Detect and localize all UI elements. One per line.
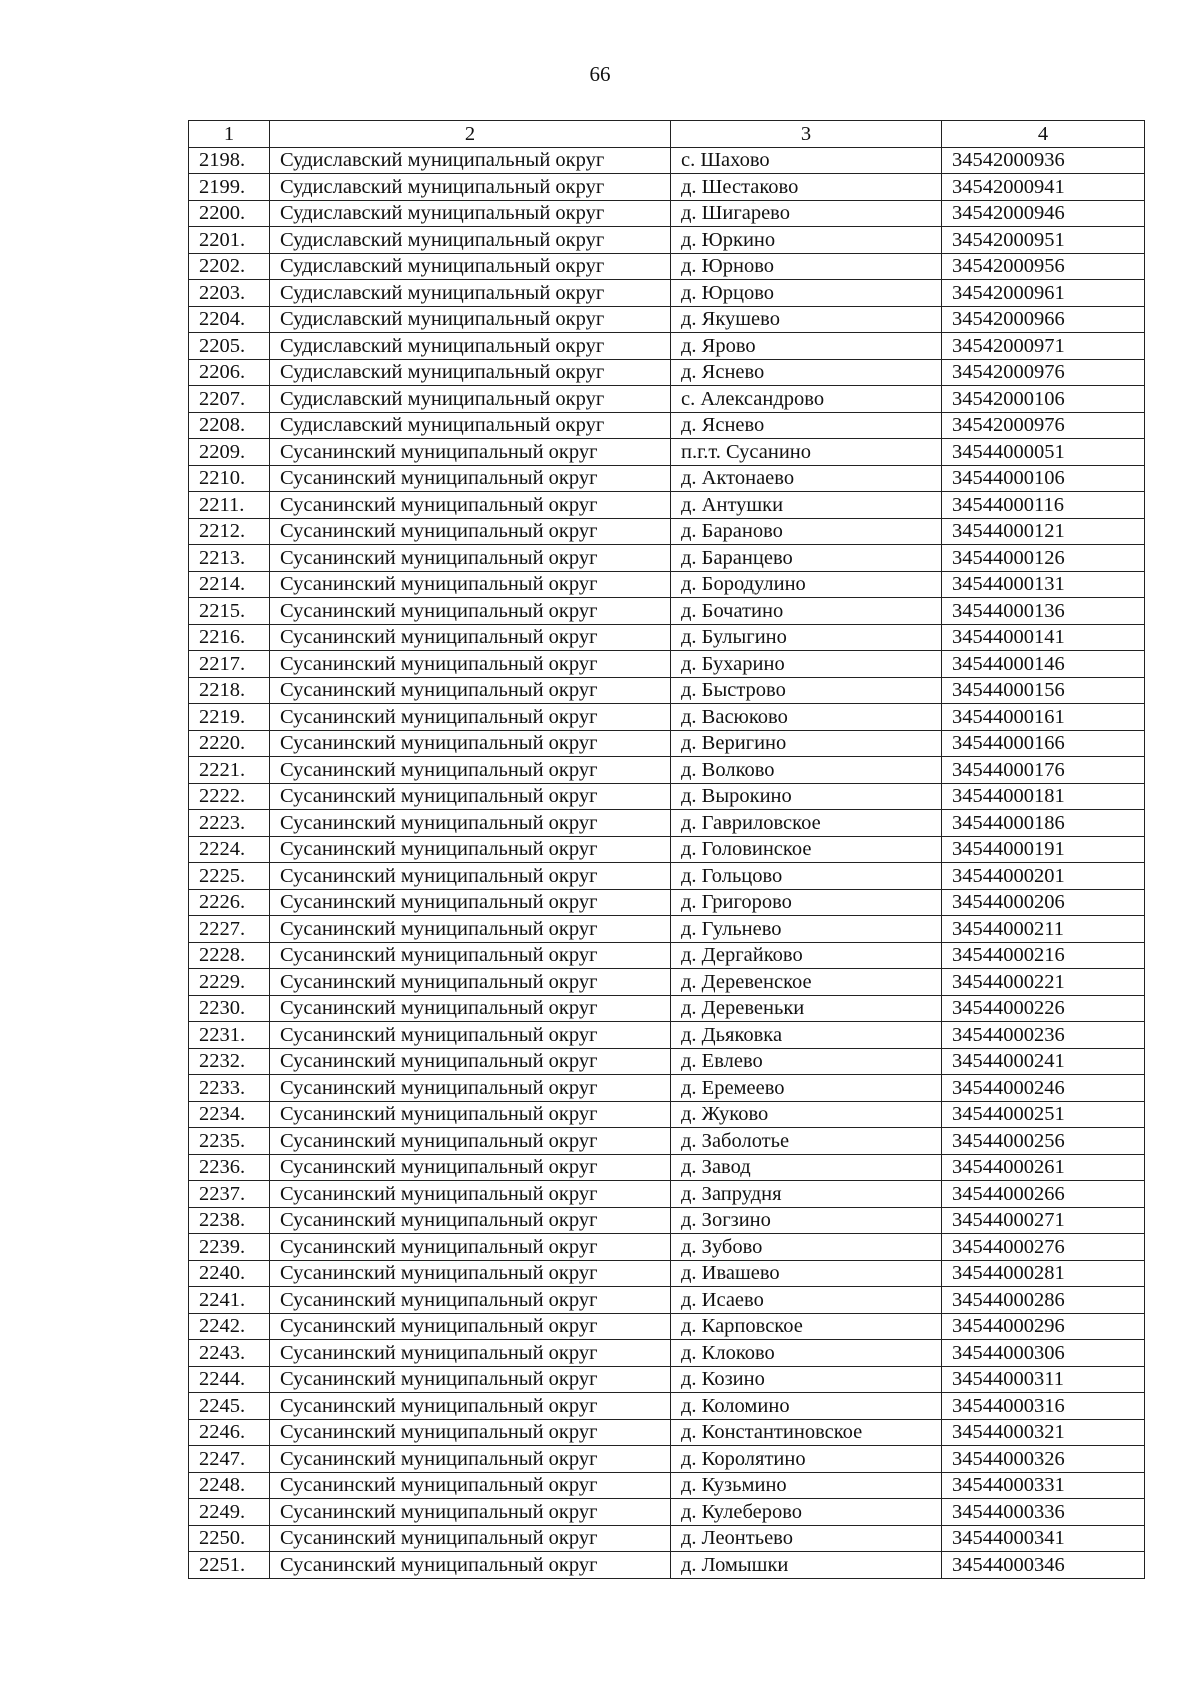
code-cell: 34544000191 <box>942 836 1145 863</box>
row-number-cell: 2236. <box>189 1154 270 1181</box>
settlement-cell: д. Васюково <box>671 704 942 731</box>
settlement-cell: д. Гольцово <box>671 863 942 890</box>
table-row <box>189 306 1145 333</box>
settlement-cell: д. Булыгино <box>671 624 942 651</box>
code-cell: 34544000276 <box>942 1234 1145 1261</box>
settlement-cell: д. Завод <box>671 1154 942 1181</box>
table-row <box>189 810 1145 837</box>
district-cell: Сусанинский муниципальный округ <box>270 1181 671 1208</box>
code-cell: 34544000331 <box>942 1472 1145 1499</box>
settlement-cell: д. Шигарево <box>671 200 942 227</box>
table-row <box>189 1181 1145 1208</box>
district-cell: Сусанинский муниципальный округ <box>270 704 671 731</box>
settlement-cell: с. Шахово <box>671 147 942 174</box>
settlement-cell: д. Бухарино <box>671 651 942 678</box>
table-row <box>189 465 1145 492</box>
district-cell: Сусанинский муниципальный округ <box>270 863 671 890</box>
settlement-cell: д. Кузьмино <box>671 1472 942 1499</box>
code-cell: 34544000246 <box>942 1075 1145 1102</box>
district-cell: Сусанинский муниципальный округ <box>270 969 671 996</box>
row-number-cell: 2228. <box>189 942 270 969</box>
settlement-cell: д. Юрцово <box>671 280 942 307</box>
row-number-cell: 2243. <box>189 1340 270 1367</box>
settlement-cell: д. Дергайково <box>671 942 942 969</box>
header-row <box>189 121 1145 148</box>
row-number-cell: 2249. <box>189 1499 270 1526</box>
row-number-cell: 2240. <box>189 1260 270 1287</box>
table-row <box>189 1340 1145 1367</box>
table-row <box>189 1128 1145 1155</box>
table-row <box>189 1366 1145 1393</box>
settlement-cell: д. Зубово <box>671 1234 942 1261</box>
district-cell: Судиславский муниципальный округ <box>270 200 671 227</box>
row-number-cell: 2204. <box>189 306 270 333</box>
table-row <box>189 1446 1145 1473</box>
table-row <box>189 227 1145 254</box>
settlement-cell: д. Дьяковка <box>671 1022 942 1049</box>
settlement-cell: д. Бочатино <box>671 598 942 625</box>
row-number-cell: 2214. <box>189 571 270 598</box>
code-cell: 34544000316 <box>942 1393 1145 1420</box>
table-row <box>189 969 1145 996</box>
district-cell: Сусанинский муниципальный округ <box>270 783 671 810</box>
row-number-cell: 2198. <box>189 147 270 174</box>
settlement-cell: д. Якушево <box>671 306 942 333</box>
settlement-cell: с. Александрово <box>671 386 942 413</box>
code-cell: 34544000241 <box>942 1048 1145 1075</box>
district-cell: Судиславский муниципальный округ <box>270 147 671 174</box>
row-number-cell: 2201. <box>189 227 270 254</box>
code-cell: 34544000281 <box>942 1260 1145 1287</box>
code-cell: 34544000321 <box>942 1419 1145 1446</box>
row-number-cell: 2213. <box>189 545 270 572</box>
row-number-cell: 2215. <box>189 598 270 625</box>
settlement-cell: д. Деревенское <box>671 969 942 996</box>
settlement-cell: д. Головинское <box>671 836 942 863</box>
district-cell: Сусанинский муниципальный округ <box>270 1340 671 1367</box>
code-cell: 34544000146 <box>942 651 1145 678</box>
code-cell: 34544000116 <box>942 492 1145 519</box>
row-number-cell: 2202. <box>189 253 270 280</box>
settlement-cell: д. Ярово <box>671 333 942 360</box>
table-row <box>189 889 1145 916</box>
code-cell: 34542000946 <box>942 200 1145 227</box>
code-cell: 34544000156 <box>942 677 1145 704</box>
settlement-cell: д. Запрудня <box>671 1181 942 1208</box>
settlement-cell: д. Баранцево <box>671 545 942 572</box>
district-cell: Сусанинский муниципальный округ <box>270 571 671 598</box>
settlement-cell: д. Жуково <box>671 1101 942 1128</box>
code-cell: 34544000271 <box>942 1207 1145 1234</box>
row-number-cell: 2251. <box>189 1552 270 1579</box>
row-number-cell: 2208. <box>189 412 270 439</box>
code-cell: 34544000286 <box>942 1287 1145 1314</box>
row-number-cell: 2250. <box>189 1525 270 1552</box>
table-row <box>189 704 1145 731</box>
row-number-cell: 2227. <box>189 916 270 943</box>
district-cell: Сусанинский муниципальный округ <box>270 1075 671 1102</box>
row-number-cell: 2241. <box>189 1287 270 1314</box>
table-row <box>189 1525 1145 1552</box>
table-row <box>189 412 1145 439</box>
settlement-cell: д. Клоково <box>671 1340 942 1367</box>
district-cell: Сусанинский муниципальный округ <box>270 730 671 757</box>
table-row <box>189 1234 1145 1261</box>
code-cell: 34544000161 <box>942 704 1145 731</box>
code-cell: 34542000966 <box>942 306 1145 333</box>
table-row <box>189 1207 1145 1234</box>
district-cell: Судиславский муниципальный округ <box>270 253 671 280</box>
settlement-cell: д. Антушки <box>671 492 942 519</box>
table-row <box>189 200 1145 227</box>
row-number-cell: 2207. <box>189 386 270 413</box>
page-number: 66 <box>589 62 611 86</box>
row-number-cell: 2209. <box>189 439 270 466</box>
district-cell: Сусанинский муниципальный округ <box>270 1260 671 1287</box>
code-cell: 34544000311 <box>942 1366 1145 1393</box>
settlement-cell: д. Евлево <box>671 1048 942 1075</box>
table-row <box>189 651 1145 678</box>
row-number-cell: 2206. <box>189 359 270 386</box>
district-cell: Сусанинский муниципальный округ <box>270 439 671 466</box>
table-row <box>189 916 1145 943</box>
row-number-cell: 2216. <box>189 624 270 651</box>
district-cell: Сусанинский муниципальный округ <box>270 1101 671 1128</box>
district-cell: Сусанинский муниципальный округ <box>270 1419 671 1446</box>
row-number-cell: 2235. <box>189 1128 270 1155</box>
district-cell: Сусанинский муниципальный округ <box>270 598 671 625</box>
settlement-cell: д. Королятино <box>671 1446 942 1473</box>
settlement-cell: д. Веригино <box>671 730 942 757</box>
district-cell: Сусанинский муниципальный округ <box>270 545 671 572</box>
code-cell: 34544000141 <box>942 624 1145 651</box>
row-number-cell: 2210. <box>189 465 270 492</box>
district-cell: Сусанинский муниципальный округ <box>270 1446 671 1473</box>
table-row <box>189 1499 1145 1526</box>
district-cell: Сусанинский муниципальный округ <box>270 1499 671 1526</box>
district-cell: Сусанинский муниципальный округ <box>270 1525 671 1552</box>
district-cell: Сусанинский муниципальный округ <box>270 1472 671 1499</box>
code-cell: 34544000211 <box>942 916 1145 943</box>
row-number-cell: 2229. <box>189 969 270 996</box>
settlement-cell: д. Коломино <box>671 1393 942 1420</box>
code-cell: 34544000166 <box>942 730 1145 757</box>
settlement-cell: д. Исаево <box>671 1287 942 1314</box>
settlement-cell: д. Юрново <box>671 253 942 280</box>
settlement-cell: д. Заболотье <box>671 1128 942 1155</box>
settlement-cell: д. Быстрово <box>671 677 942 704</box>
district-cell: Сусанинский муниципальный округ <box>270 916 671 943</box>
table-row <box>189 386 1145 413</box>
table-row <box>189 1419 1145 1446</box>
code-cell: 34542000956 <box>942 253 1145 280</box>
settlements-table <box>188 120 1145 1579</box>
table-row <box>189 147 1145 174</box>
row-number-cell: 2212. <box>189 518 270 545</box>
district-cell: Сусанинский муниципальный округ <box>270 942 671 969</box>
code-cell: 34542000976 <box>942 359 1145 386</box>
code-cell: 34544000266 <box>942 1181 1145 1208</box>
code-cell: 34544000131 <box>942 571 1145 598</box>
row-number-cell: 2211. <box>189 492 270 519</box>
table-row <box>189 1154 1145 1181</box>
code-cell: 34544000136 <box>942 598 1145 625</box>
table-row <box>189 571 1145 598</box>
district-cell: Сусанинский муниципальный округ <box>270 836 671 863</box>
district-cell: Сусанинский муниципальный округ <box>270 1287 671 1314</box>
table-row <box>189 783 1145 810</box>
row-number-cell: 2221. <box>189 757 270 784</box>
table-row <box>189 836 1145 863</box>
table-row <box>189 995 1145 1022</box>
table-row <box>189 757 1145 784</box>
code-cell: 34542000961 <box>942 280 1145 307</box>
row-number-cell: 2226. <box>189 889 270 916</box>
settlement-cell: д. Яснево <box>671 412 942 439</box>
settlement-cell: д. Козино <box>671 1366 942 1393</box>
row-number-cell: 2231. <box>189 1022 270 1049</box>
code-cell: 34544000341 <box>942 1525 1145 1552</box>
row-number-cell: 2245. <box>189 1393 270 1420</box>
district-cell: Сусанинский муниципальный округ <box>270 677 671 704</box>
table-row <box>189 439 1145 466</box>
code-cell: 34544000106 <box>942 465 1145 492</box>
row-number-cell: 2232. <box>189 1048 270 1075</box>
code-cell: 34544000256 <box>942 1128 1145 1155</box>
district-cell: Сусанинский муниципальный округ <box>270 995 671 1022</box>
row-number-cell: 2246. <box>189 1419 270 1446</box>
code-cell: 34544000216 <box>942 942 1145 969</box>
table-row <box>189 1022 1145 1049</box>
district-cell: Сусанинский муниципальный округ <box>270 492 671 519</box>
settlement-cell: д. Гавриловское <box>671 810 942 837</box>
row-number-cell: 2222. <box>189 783 270 810</box>
code-cell: 34544000326 <box>942 1446 1145 1473</box>
table-row <box>189 1048 1145 1075</box>
row-number-cell: 2230. <box>189 995 270 1022</box>
table-row <box>189 1075 1145 1102</box>
settlement-cell: д. Деревеньки <box>671 995 942 1022</box>
code-cell: 34544000346 <box>942 1552 1145 1579</box>
district-cell: Судиславский муниципальный округ <box>270 174 671 201</box>
settlement-cell: д. Леонтьево <box>671 1525 942 1552</box>
district-cell: Сусанинский муниципальный округ <box>270 1313 671 1340</box>
settlement-cell: д. Григорово <box>671 889 942 916</box>
table-row <box>189 1101 1145 1128</box>
column-header-settlement: 3 <box>671 121 942 148</box>
table-row <box>189 174 1145 201</box>
table-row <box>189 359 1145 386</box>
row-number-cell: 2239. <box>189 1234 270 1261</box>
code-cell: 34544000121 <box>942 518 1145 545</box>
settlement-cell: д. Юркино <box>671 227 942 254</box>
settlement-cell: д. Ивашево <box>671 1260 942 1287</box>
row-number-cell: 2199. <box>189 174 270 201</box>
district-cell: Сусанинский муниципальный округ <box>270 518 671 545</box>
table-row <box>189 1260 1145 1287</box>
row-number-cell: 2248. <box>189 1472 270 1499</box>
code-cell: 34544000186 <box>942 810 1145 837</box>
code-cell: 34544000261 <box>942 1154 1145 1181</box>
row-number-cell: 2225. <box>189 863 270 890</box>
row-number-cell: 2234. <box>189 1101 270 1128</box>
district-cell: Сусанинский муниципальный округ <box>270 651 671 678</box>
settlement-cell: д. Константиновское <box>671 1419 942 1446</box>
district-cell: Сусанинский муниципальный округ <box>270 1234 671 1261</box>
code-cell: 34542000936 <box>942 147 1145 174</box>
table-row <box>189 253 1145 280</box>
settlement-cell: д. Гульнево <box>671 916 942 943</box>
table-row <box>189 598 1145 625</box>
district-cell: Судиславский муниципальный округ <box>270 359 671 386</box>
table-row <box>189 545 1145 572</box>
table-row <box>189 280 1145 307</box>
table-row <box>189 1313 1145 1340</box>
table-row <box>189 1287 1145 1314</box>
settlement-cell: д. Волково <box>671 757 942 784</box>
table-row <box>189 492 1145 519</box>
table-row <box>189 942 1145 969</box>
settlement-cell: д. Бородулино <box>671 571 942 598</box>
district-cell: Сусанинский муниципальный округ <box>270 757 671 784</box>
row-number-cell: 2247. <box>189 1446 270 1473</box>
code-cell: 34544000051 <box>942 439 1145 466</box>
table-row <box>189 624 1145 651</box>
district-cell: Сусанинский муниципальный округ <box>270 1128 671 1155</box>
code-cell: 34544000336 <box>942 1499 1145 1526</box>
code-cell: 34544000176 <box>942 757 1145 784</box>
row-number-cell: 2203. <box>189 280 270 307</box>
column-header-number: 1 <box>189 121 270 148</box>
table-body <box>189 147 1145 1578</box>
row-number-cell: 2233. <box>189 1075 270 1102</box>
district-cell: Сусанинский муниципальный округ <box>270 1552 671 1579</box>
code-cell: 34542000971 <box>942 333 1145 360</box>
district-cell: Сусанинский муниципальный округ <box>270 1154 671 1181</box>
row-number-cell: 2244. <box>189 1366 270 1393</box>
settlement-cell: п.г.т. Сусанино <box>671 439 942 466</box>
row-number-cell: 2219. <box>189 704 270 731</box>
code-cell: 34542000951 <box>942 227 1145 254</box>
row-number-cell: 2200. <box>189 200 270 227</box>
row-number-cell: 2217. <box>189 651 270 678</box>
district-cell: Сусанинский муниципальный округ <box>270 1393 671 1420</box>
settlement-cell: д. Ломышки <box>671 1552 942 1579</box>
district-cell: Сусанинский муниципальный округ <box>270 1366 671 1393</box>
code-cell: 34542000941 <box>942 174 1145 201</box>
code-cell: 34544000126 <box>942 545 1145 572</box>
table-row <box>189 518 1145 545</box>
table-row <box>189 333 1145 360</box>
code-cell: 34544000206 <box>942 889 1145 916</box>
settlement-cell: д. Еремеево <box>671 1075 942 1102</box>
settlement-cell: д. Кулеберово <box>671 1499 942 1526</box>
district-cell: Судиславский муниципальный округ <box>270 333 671 360</box>
district-cell: Сусанинский муниципальный округ <box>270 810 671 837</box>
district-cell: Судиславский муниципальный округ <box>270 280 671 307</box>
row-number-cell: 2223. <box>189 810 270 837</box>
code-cell: 34544000251 <box>942 1101 1145 1128</box>
district-cell: Сусанинский муниципальный округ <box>270 1022 671 1049</box>
table-row <box>189 677 1145 704</box>
settlement-cell: д. Бараново <box>671 518 942 545</box>
district-cell: Сусанинский муниципальный округ <box>270 1207 671 1234</box>
code-cell: 34542000976 <box>942 412 1145 439</box>
district-cell: Судиславский муниципальный округ <box>270 227 671 254</box>
table-row <box>189 863 1145 890</box>
column-header-district: 2 <box>270 121 671 148</box>
district-cell: Сусанинский муниципальный округ <box>270 1048 671 1075</box>
row-number-cell: 2224. <box>189 836 270 863</box>
code-cell: 34544000201 <box>942 863 1145 890</box>
table-row <box>189 730 1145 757</box>
district-cell: Сусанинский муниципальный округ <box>270 889 671 916</box>
table-row <box>189 1552 1145 1579</box>
settlement-cell: д. Вырокино <box>671 783 942 810</box>
district-cell: Сусанинский муниципальный округ <box>270 624 671 651</box>
code-cell: 34544000221 <box>942 969 1145 996</box>
code-cell: 34544000296 <box>942 1313 1145 1340</box>
table-row <box>189 1393 1145 1420</box>
table-row <box>189 1472 1145 1499</box>
district-cell: Судиславский муниципальный округ <box>270 306 671 333</box>
settlement-cell: д. Актонаево <box>671 465 942 492</box>
code-cell: 34544000181 <box>942 783 1145 810</box>
code-cell: 34542000106 <box>942 386 1145 413</box>
code-cell: 34544000226 <box>942 995 1145 1022</box>
row-number-cell: 2220. <box>189 730 270 757</box>
district-cell: Судиславский муниципальный округ <box>270 386 671 413</box>
row-number-cell: 2218. <box>189 677 270 704</box>
settlement-cell: д. Шестаково <box>671 174 942 201</box>
code-cell: 34544000236 <box>942 1022 1145 1049</box>
row-number-cell: 2237. <box>189 1181 270 1208</box>
row-number-cell: 2205. <box>189 333 270 360</box>
row-number-cell: 2238. <box>189 1207 270 1234</box>
settlement-cell: д. Яснево <box>671 359 942 386</box>
row-number-cell: 2242. <box>189 1313 270 1340</box>
district-cell: Сусанинский муниципальный округ <box>270 465 671 492</box>
column-header-code: 4 <box>942 121 1145 148</box>
district-cell: Судиславский муниципальный округ <box>270 412 671 439</box>
settlement-cell: д. Зогзино <box>671 1207 942 1234</box>
settlement-cell: д. Карповское <box>671 1313 942 1340</box>
code-cell: 34544000306 <box>942 1340 1145 1367</box>
